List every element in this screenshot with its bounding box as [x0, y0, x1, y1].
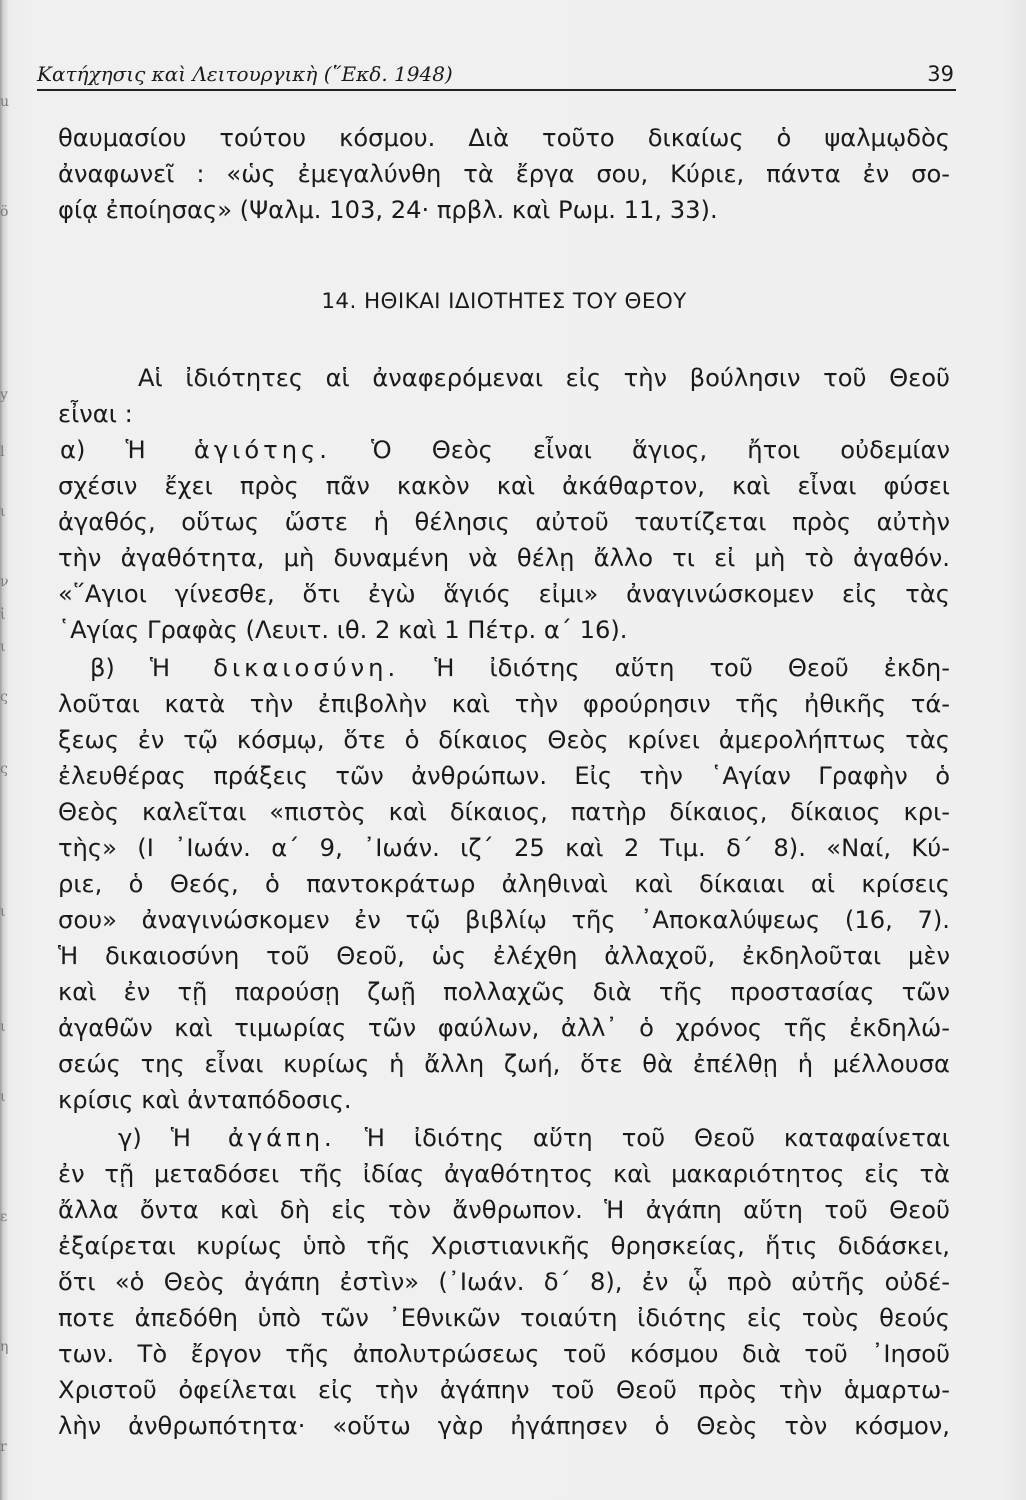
text-line: ριε, ὁ Θεός, ὁ παντοκράτωρ ἀληθιναὶ καὶ δίκαιαι αἱ κρίσεις [58, 870, 950, 898]
item-marker: β) [90, 654, 115, 682]
text-line: ἐξαίρεται κυρίως ὑπὸ τῆς Χριστιανικῆς θρησκείας, ἥτις διδάσκει, [58, 1232, 950, 1260]
text-line: λὴν ἀνθρωπότητα· «οὕτω γὰρ ἠγάπησεν ὁ Θεὸς τὸν κόσμον, [58, 1412, 950, 1440]
text-line: ξεως ἐν τῷ κόσμῳ, ὅτε ὁ δίκαιος Θεὸς κρίνει ἀμερολήπτως τὰς [58, 726, 950, 754]
item-heading-line [90, 650, 950, 686]
item-text: Ὁ Θεὸς εἶναι ἅγιος, ἤτοι οὐδεμίαν [371, 436, 950, 464]
running-title: Κατήχησις καὶ Λειτουργικὴ (῞Εκδ. 1948) [37, 62, 453, 86]
text-line: θαυμασίου τούτου κόσμου. Διὰ τοῦτο δικαίως ὁ ψαλμῳδὸς [58, 124, 950, 152]
text-line: σεώς της εἶναι κυρίως ἡ ἄλλη ζωή, ὅτε θὰ ἐπέλθῃ ἡ μέλλουσα [58, 1050, 950, 1078]
text-line: Ἡ δικαιοσύνη τοῦ Θεοῦ, ὡς ἐλέχθη ἀλλαχοῦ, ἐκδηλοῦται μὲν [58, 942, 950, 970]
text-line: σου» ἀναγινώσκομεν ἐν τῷ βιβλίῳ τῆς ᾿Αποκαλύψεως (16, 7). [58, 906, 950, 934]
item-text: Ἡ ἰδιότης αὕτη τοῦ Θεοῦ καταφαίνεται [364, 1124, 950, 1152]
text-line: των. Τὸ ἔργον τῆς ἀπολυτρώσεως τοῦ κόσμου διὰ τοῦ ᾿Ιησοῦ [58, 1340, 950, 1368]
text-line: ἀγαθός, οὕτως ὥστε ἡ θέλησις αὐτοῦ ταυτίζεται πρὸς αὐτὴν [58, 508, 950, 536]
gutter-fragment: ι [0, 639, 6, 655]
item-term: Ἡ ἀγάπη. [170, 1124, 336, 1152]
text-line: ἀγαθῶν καὶ τιμωρίας τῶν φαύλων, ἀλλ᾿ ὁ χρόνος τῆς ἐκδηλώ- [58, 1014, 950, 1042]
gutter-fragment: ἰ [0, 607, 6, 623]
gutter-fragment: y [0, 387, 8, 403]
gutter-fragment: r [0, 1439, 7, 1455]
gutter-fragment: ι [0, 1019, 6, 1035]
text-line: ἀναφωνεῖ : «ὡς ἐμεγαλύνθη τὰ ἔργα σου, Κύριε, πάντα ἐν σο- [58, 160, 950, 188]
gutter-fragment: ς [0, 761, 8, 777]
text-line: Αἱ ἰδιότητες αἱ ἀναφερόμεναι εἰς τὴν βούλησιν τοῦ Θεοῦ [138, 364, 950, 392]
text-line: λοῦται κατὰ τὴν ἐπιβολὴν καὶ τὴν φρούρησιν τῆς ἠθικῆς τά- [58, 690, 950, 718]
gutter-fragment: u [0, 94, 10, 110]
text-line: εἶναι : [58, 400, 133, 428]
text-line: τὴς» (Ι ᾿Ιωάν. α΄ 9, ᾿Ιωάν. ιζ΄ 25 καὶ 2 Τιμ. δ΄ 8). «Ναί, Κύ- [58, 834, 950, 862]
text-line: ποτε ἀπεδόθη ὑπὸ τῶν ᾿Εθνικῶν τοιαύτη ἰδιότης εἰς τοὺς θεούς [58, 1304, 950, 1332]
text-line: τὴν ἀγαθότητα, μὴ δυναμένη νὰ θέλῃ ἄλλο τι εἰ μὴ τὸ ἀγαθόν. [58, 544, 950, 572]
item-marker: α) [60, 436, 86, 464]
page-number: 39 [927, 62, 954, 86]
item-heading-line [60, 432, 950, 468]
section-heading: 14. ΗΘΙΚΑΙ ΙΔΙΟΤΗΤΕΣ ΤΟΥ ΘΕΟΥ [321, 289, 687, 314]
item-marker: γ) [118, 1124, 142, 1152]
text-line: ῾Αγίας Γραφὰς (Λευιτ. ιθ. 2 καὶ 1 Πέτρ. α΄ 16). [58, 616, 628, 644]
gutter-fragment: ε [0, 1209, 8, 1225]
item-term: Ἡ ἁγιότης. [125, 436, 331, 464]
gutter-fragment: l [0, 444, 5, 460]
gutter-fragment: ι [0, 904, 6, 920]
text-line: ἐν τῇ μεταδόσει τῆς ἰδίας ἀγαθότητος καὶ μακαριότητος εἰς τὰ [58, 1160, 950, 1188]
text-line: «῞Αγιοι γίνεσθε, ὅτι ἐγὼ ἅγιός εἰμι» ἀναγινώσκομεν εἰς τὰς [58, 580, 950, 608]
gutter-fragment: ν [0, 574, 9, 590]
item-heading-line [118, 1120, 950, 1156]
gutter-fragment: ö [0, 204, 9, 220]
gutter-fragment: η [0, 1339, 9, 1355]
text-line: φίᾳ ἐποίησας» (Ψαλμ. 103, 24· πρβλ. καὶ Ρωμ. 11, 33). [58, 196, 718, 224]
text-line: Χριστοῦ ὀφείλεται εἰς τὴν ἀγάπην τοῦ Θεοῦ πρὸς τὴν ἁμαρτω- [58, 1376, 950, 1404]
item-term: Ἡ δικαιοσύνη. [149, 654, 400, 682]
gutter-fragment: ς [0, 689, 8, 705]
item-text: Ἡ ἰδιότης αὕτη τοῦ Θεοῦ ἐκδη- [434, 654, 950, 682]
text-line: ἄλλα ὄντα καὶ δὴ εἰς τὸν ἄνθρωπον. Ἡ ἀγάπη αὕτη τοῦ Θεοῦ [58, 1196, 950, 1224]
running-header [37, 57, 956, 91]
text-line: Θεὸς καλεῖται «πιστὸς καὶ δίκαιος, πατὴρ δίκαιος, δίκαιος κρι- [58, 798, 950, 826]
gutter-fragment: ι [0, 1089, 6, 1105]
text-line: ὅτι «ὁ Θεὸς ἀγάπη ἐστὶν» (᾿Ιωάν. δ΄ 8), ἐν ᾧ πρὸ αὐτῆς οὐδέ- [58, 1268, 950, 1296]
text-line: ἐλευθέρας πράξεις τῶν ἀνθρώπων. Εἰς τὴν ῾Αγίαν Γραφὴν ὁ [58, 762, 950, 790]
text-line: καὶ ἐν τῇ παρούσῃ ζωῇ πολλαχῶς διὰ τῆς προστασίας τῶν [58, 978, 950, 1006]
text-line: σχέσιν ἔχει πρὸς πᾶν κακὸν καὶ ἀκάθαρτον, καὶ εἶναι φύσει [58, 472, 950, 500]
text-line: κρίσις καὶ ἀνταπόδοσις. [58, 1086, 352, 1114]
gutter-fragment: ι [0, 504, 6, 520]
